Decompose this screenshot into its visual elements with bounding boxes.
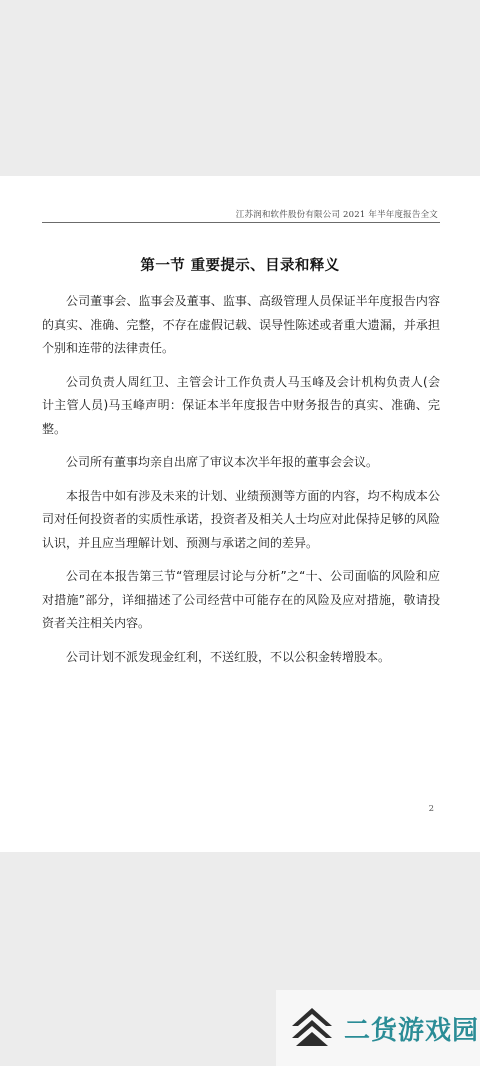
paragraph-responsibility: 公司董事会、监事会及董事、监事、高级管理人员保证半年度报告内容的真实、准确、完整，不存在虚假记载、误导性陈述或者重大遗漏，并承担个别和连带的法律责任。 bbox=[42, 294, 440, 355]
body-text bbox=[42, 290, 440, 679]
header-rule bbox=[42, 222, 440, 223]
watermark-text: 二货游戏园 bbox=[344, 1015, 480, 1046]
page-number: 2 bbox=[428, 804, 434, 814]
paragraph-board-attendance: 公司所有董事均亲自出席了审议本次半年报的董事会会议。 bbox=[66, 455, 379, 469]
document-page bbox=[0, 176, 480, 852]
paragraph-forward-looking: 本报告中如有涉及未来的计划、业绩预测等方面的内容，均不构成本公司对任何投资者的实质性承诺，投资者及相关人士均应对此保持足够的风险认识，并且应当理解计划、预测与承诺之间的差异。 bbox=[42, 488, 440, 550]
chevron-stack-logo-icon bbox=[288, 1004, 336, 1052]
section-title: 第一节 重要提示、目录和释义 bbox=[140, 258, 340, 274]
running-header: 江苏润和软件股份有限公司 2021 年半年度报告全文 bbox=[235, 210, 438, 220]
watermark bbox=[276, 990, 480, 1066]
paragraph-risk-notice: 公司在本报告第三节“管理层讨论与分析”之“十、公司面临的风险和应对措施”部分，详细描述了公司经营中可能存在的风险及应对措施，敬请投资者关注相关内容。 bbox=[42, 569, 440, 630]
paragraph-declaration: 公司负责人周红卫、主管会计工作负责人马玉峰及会计机构负责人(会计主管人员)马玉峰声明：保证本半年度报告中财务报告的真实、准确、完整。 bbox=[42, 374, 440, 436]
paragraph-dividend-plan: 公司计划不派发现金红利，不送红股，不以公积金转增股本。 bbox=[66, 649, 391, 664]
